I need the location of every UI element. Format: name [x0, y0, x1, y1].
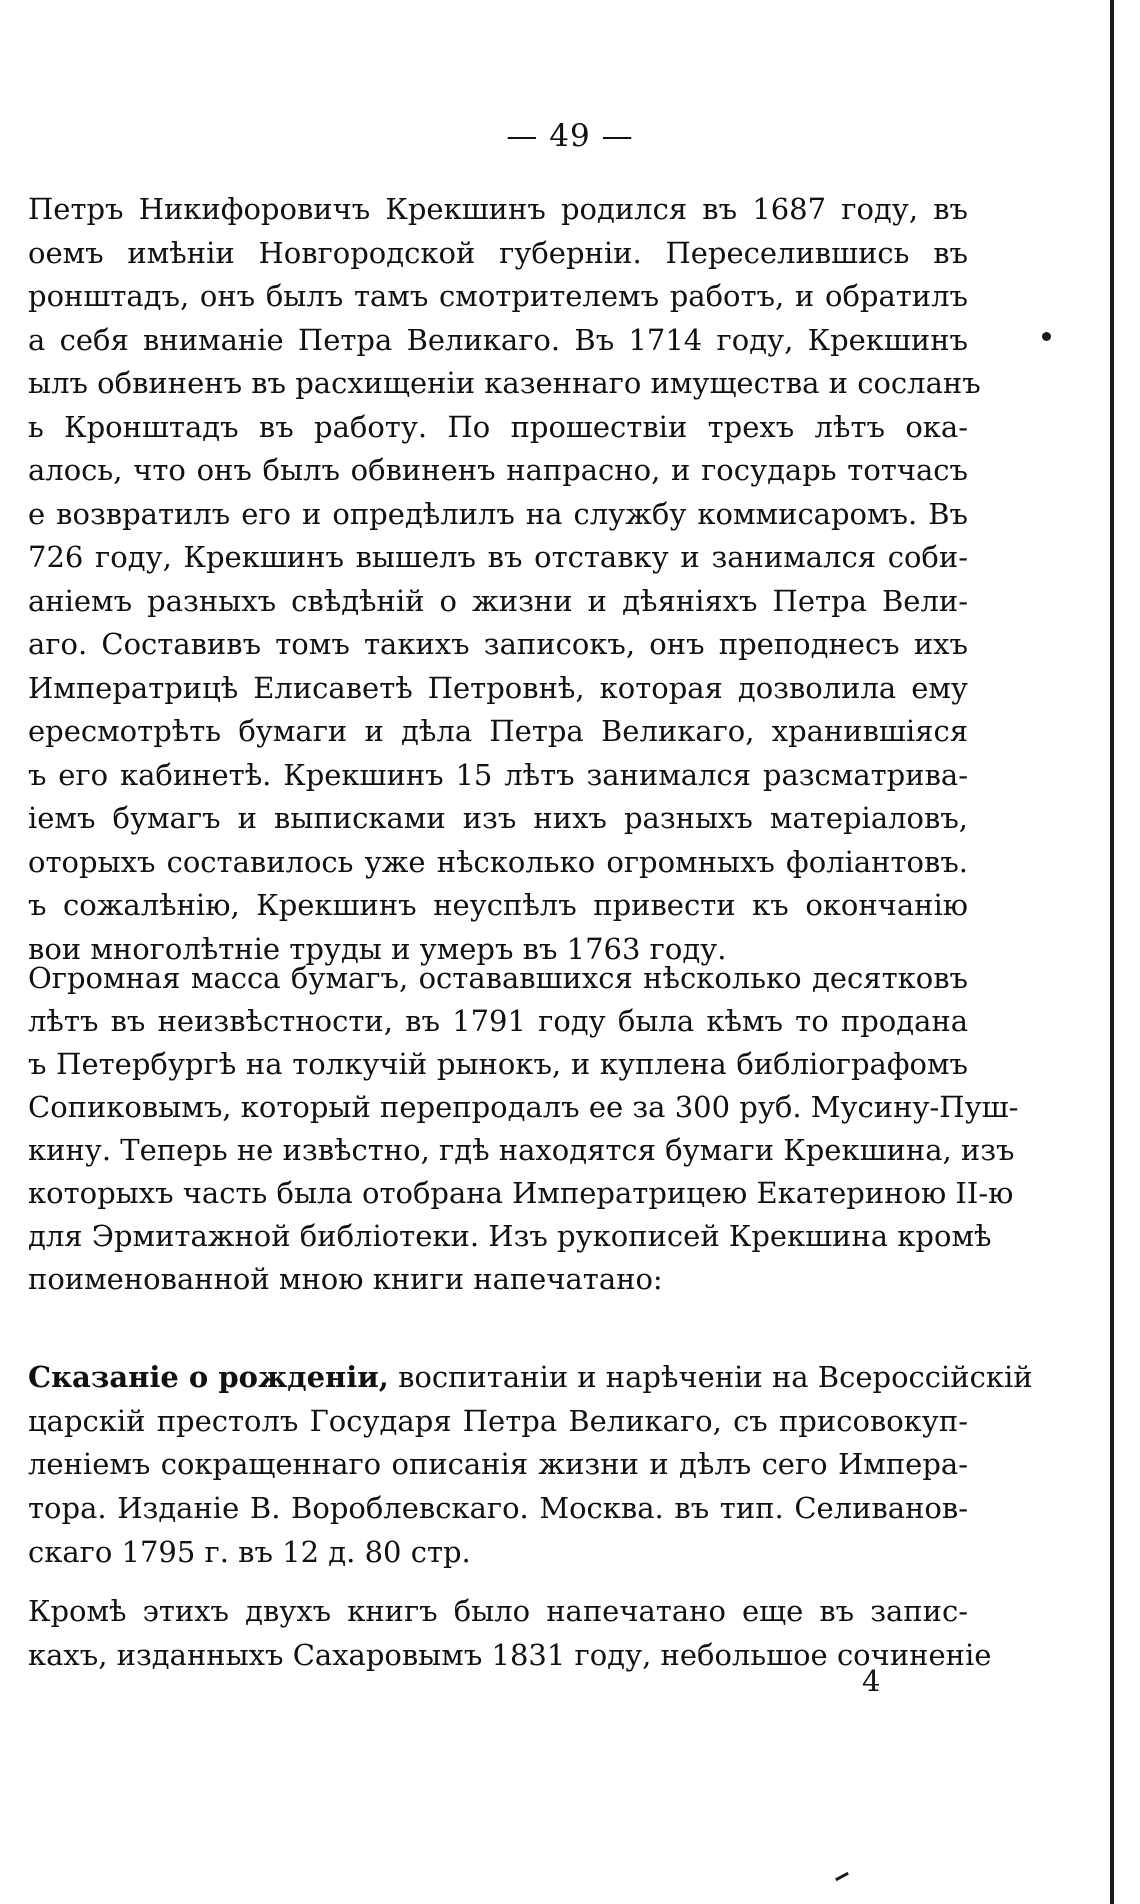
text-line: вои многолѣтніе труды и умеръ въ 1763 году. [28, 931, 727, 966]
text-line: кахъ, изданныхъ Сахаровымъ 1831 году, небольшое сочиненіе [28, 1637, 992, 1672]
text-line: ъ Петербургѣ на толкучій рынокъ, и куплена библіографомъ [28, 1047, 968, 1081]
ink-dot [1042, 332, 1051, 341]
text-line: іемъ бумагъ и выписками изъ нихъ разныхъ матеріаловъ, [28, 801, 968, 835]
page-edge-line [1110, 0, 1114, 1904]
entry-title-lead: Сказаніе о рожденіи, [28, 1360, 389, 1394]
text-line: Кромѣ этихъ двухъ книгъ было напечатано еще въ запис- [28, 1594, 968, 1628]
text-line: поименованной мною книги напечатано: [28, 1262, 663, 1296]
entry-title-rest: воспитаніи и нарѣченіи на Всероссійскій [398, 1360, 1033, 1394]
text-line: леніемъ сокращеннаго описанія жизни и дѣлъ сего Импера- [28, 1447, 968, 1482]
text-line: Сопиковымъ, который перепродалъ ее за 300 руб. Мусину-Пуш- [28, 1090, 1019, 1124]
paragraph-1 [28, 188, 981, 971]
text-line: тора. Изданіе В. Вороблевскаго. Москва. въ тип. Селиванов- [28, 1491, 968, 1526]
text-line: Огромная масса бумагъ, остававшихся нѣсколько десятковъ [28, 961, 968, 995]
signature-mark: 4 [862, 1664, 881, 1698]
paragraph-2 [28, 957, 1019, 1301]
text-line: ь Кронштадъ въ работу. По прошествіи трехъ лѣтъ ока- [28, 409, 968, 444]
text-line: е возвратилъ его и опредѣлилъ на службу коммисаромъ. Въ [28, 496, 968, 531]
text-line [28, 1356, 1033, 1400]
text-line: ъ его кабинетѣ. Крекшинъ 15 лѣтъ занимался разсматрива- [28, 757, 968, 792]
text-line: оемъ имѣніи Новгородской губерніи. Переселившись въ [28, 235, 968, 270]
text-line: скаго 1795 г. въ 12 д. 80 стр. [28, 1534, 471, 1569]
text-line: лѣтъ въ неизвѣстности, въ 1791 году была кѣмъ то продана [28, 1004, 968, 1038]
text-line: ъ сожалѣнію, Крекшинъ неуспѣлъ привести къ окончанію [28, 888, 968, 922]
text-line: 726 году, Крекшинъ вышелъ въ отставку и занимался соби- [28, 540, 968, 574]
text-line: оторыхъ составилось уже нѣсколько огромныхъ фоліантовъ. [28, 844, 968, 879]
text-line: ронштадъ, онъ былъ тамъ смотрителемъ работъ, и обратилъ [28, 279, 968, 313]
page-number: — 49 — [506, 118, 634, 154]
text-line: аніемъ разныхъ свѣдѣній о жизни и дѣяніяхъ Петра Вели- [28, 583, 968, 618]
text-line: ересмотрѣть бумаги и дѣла Петра Великаго, хранившіяся [28, 714, 968, 748]
text-line: ылъ обвиненъ въ расхищеніи казеннаго имущества и сосланъ [28, 366, 981, 400]
text-line: алось, что онъ былъ обвиненъ напрасно, и государь тотчасъ [28, 453, 968, 487]
text-line: аго. Составивъ томъ такихъ записокъ, онъ преподнесъ ихъ [28, 627, 968, 661]
text-line: кину. Теперь не извѣстно, гдѣ находятся бумаги Крекшина, изъ [28, 1133, 1015, 1167]
text-line: а себя вниманіе Петра Великаго. Въ 1714 году, Крекшинъ [28, 322, 968, 357]
ink-tick [835, 1872, 849, 1881]
text-line: Императрицѣ Елисаветѣ Петровнѣ, которая дозволила ему [28, 670, 968, 705]
text-line: царскій престолъ Государя Петра Великаго, съ присовокуп- [28, 1403, 968, 1438]
text-line: которыхъ часть была отобрана Императрицею Екатериною II-ю [28, 1176, 1014, 1210]
paragraph-4 [28, 1590, 992, 1677]
text-line: Петръ Никифоровичъ Крекшинъ родился въ 1687 году, въ [28, 192, 968, 226]
text-line: для Эрмитажной библіотеки. Изъ рукописей Крекшина кромѣ [28, 1219, 992, 1253]
bibliography-entry [28, 1356, 1033, 1575]
